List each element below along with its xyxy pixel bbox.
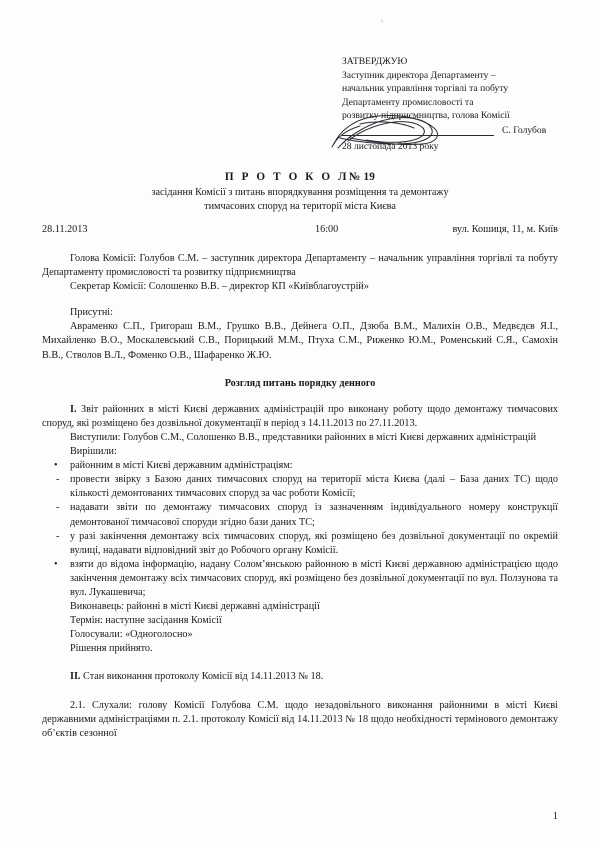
- approval-date: 28 листопада 2013 року: [342, 140, 439, 152]
- section-2-heading-text: Стан виконання протоколу Комісії від 14.11.2013 № 18.: [83, 671, 324, 683]
- document-body: [42, 252, 558, 741]
- approval-block: [342, 55, 592, 154]
- page-title-number: № 19: [349, 171, 376, 183]
- attendees-list: Авраменко С.П., Григораш В.М., Грушко В.В., Дейнега О.П., Дзюба В.М., Малихін О.В., Медвєдєв Я.І., Михайленко В.О., Москалевський С.В., Порицький М.М., Птуха С.М., Риженко Ю.М., Роменський С.Я., Самохін В.В., Стволов В.Л., Фоменко О.В., Шафаренко Ж.Ю.: [42, 321, 558, 361]
- approval-heading: ЗАТВЕРДЖУЮ: [342, 56, 408, 67]
- list-item-text: у разі закінчення демонтажу всіх тимчасових споруд, які розміщено без дозвільної документації по окремій вулиці, надавати відповідний звіт до Робочого органу Комісії.: [70, 530, 558, 556]
- dash-icon: -: [56, 502, 60, 514]
- list-item-text: взяти до відома інформацію, надану Солом’янською районною в місті Києві державною адміністрацією щодо закінчення демонтажу всіх тимчасових споруд, які розміщено без дозвільної документації по вул. Ползунова та вул. Лукашевича;: [70, 558, 558, 598]
- signature-row: [342, 124, 592, 139]
- secretary-paragraph: Секретар Комісії: Солошенко В.В. – директор КП «Київблагоустрій»: [70, 281, 369, 293]
- list-item: [42, 473, 558, 501]
- chair-paragraph: Голова Комісії: Голубов С.М. – заступник директора Департаменту – начальник управління торгівлі та побуту Департаменту промисловості та розвитку підприємництва: [42, 253, 558, 279]
- page-title: [0, 171, 600, 183]
- list-item-text: провести звірку з Базою даних тимчасових споруд на території міста Києва (далі – База даних ТС) щодо кількості демонтованих тимчасових споруд за час роботи Комісії;: [70, 474, 558, 500]
- approval-line-2: начальник управління торгівлі та побуту: [342, 83, 509, 95]
- list-item-text: районним в місті Києві державним адміністраціям:: [70, 460, 293, 472]
- page-subtitle-line-2: тимчасових споруд на території міста Києва: [204, 201, 396, 212]
- section-2-heading: [42, 670, 558, 684]
- section-1-number: I.: [70, 403, 77, 415]
- section-2-item-2-1: 2.1. Слухали: голову Комісії Голубова С.М. щодо незадовільного виконання районними в місті Києві державними адміністраціями п. 2.1. протоколу Комісії від 14.11.2013 № 18 щодо необхідності термінового демонтажу об’єктів сезонної: [42, 699, 558, 739]
- signature-rule: [342, 135, 494, 136]
- section-1-executor: Виконавець: районні в місті Києві державні адміністрації: [70, 601, 320, 613]
- approval-line-4: розвитку підприємництва, голова Комісії: [342, 110, 510, 122]
- page-subtitle-line-1: засідання Комісії з питань впорядкування розміщення та демонтажу: [151, 187, 449, 198]
- section-1-heading-text: Звіт районних в місті Києві державних адміністрацій про виконану роботу щодо демонтажу тимчасових споруд, які розміщено без дозвільної документації в період з 14.11.2013 по 27.11.2013.: [42, 403, 559, 429]
- list-item: [42, 558, 558, 600]
- list-item-text: надавати звіти по демонтажу тимчасових споруд із зазначенням індивідуального номеру конструкції демонтованої тимчасової споруди згідно бази даних ТС;: [70, 502, 558, 528]
- page-subtitle: [92, 186, 508, 214]
- list-item: [42, 459, 558, 473]
- section-1-heading: [42, 403, 558, 431]
- section-1-speakers: Виступили: Голубов С.М., Солошенко В.В., представники районних в місті Києві державних адміністрацій: [70, 431, 537, 443]
- agenda-heading: Розгляд питань порядку денного: [224, 377, 376, 389]
- section-1-term: Термін: наступне засідання Комісії: [70, 615, 222, 627]
- bullet-icon: •: [54, 558, 58, 570]
- meeting-place: вул. Кошиця, 11, м. Київ: [452, 224, 558, 235]
- section-1-vote: Голосували: «Одноголосно»: [70, 629, 193, 641]
- section-1-decision: Рішення прийнято.: [70, 643, 153, 655]
- meeting-meta-row: [42, 224, 558, 238]
- section-2-number: II.: [70, 671, 81, 683]
- page-title-main: П Р О Т О К О Л: [224, 171, 350, 183]
- bullet-icon: •: [54, 460, 58, 472]
- list-item: [42, 501, 558, 529]
- meeting-time: 16:00: [315, 224, 339, 235]
- scan-artifact-speck: [381, 19, 383, 23]
- section-1-decided-label: Вирішили:: [70, 446, 117, 458]
- page-number: 1: [552, 811, 558, 822]
- dash-icon: -: [56, 474, 60, 486]
- list-item: [42, 530, 558, 558]
- dash-icon: -: [56, 530, 60, 542]
- signer-name: С. Голубов: [502, 124, 547, 136]
- approval-line-1: Заступник директора Департаменту –: [342, 69, 496, 81]
- meeting-date: 28.11.2013: [42, 224, 88, 235]
- attendees-label: Присутні:: [70, 307, 113, 319]
- approval-line-3: Департаменту промисловості та: [342, 96, 474, 108]
